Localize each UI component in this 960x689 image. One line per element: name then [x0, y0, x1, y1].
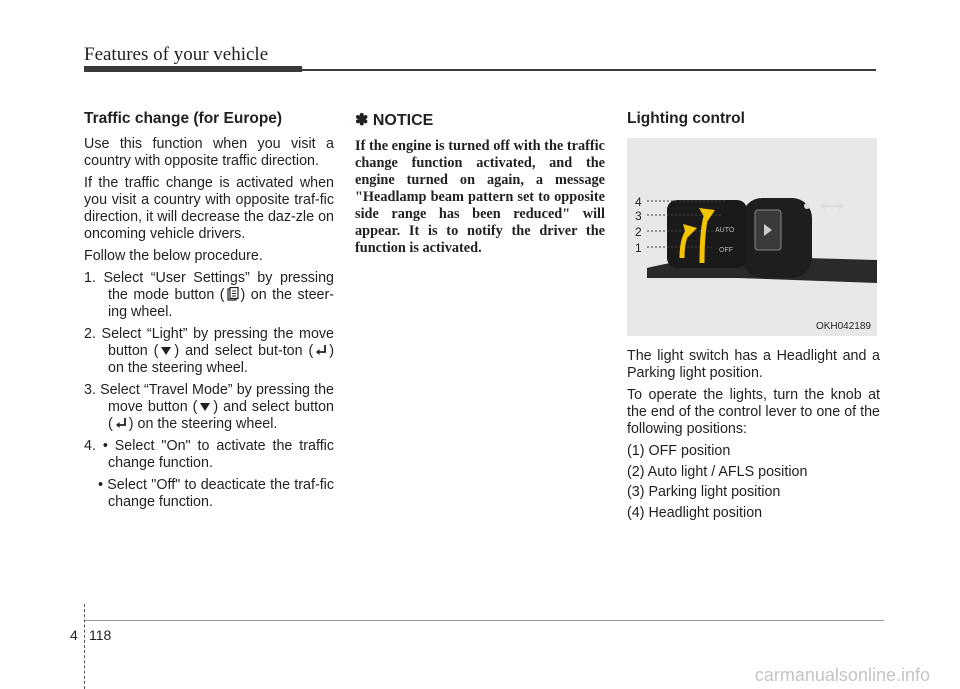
step-text: 1. Select “User Settings” by pressing the mode button (	[84, 270, 334, 303]
header-bar-thin	[302, 69, 876, 71]
column-notice	[355, 110, 605, 257]
position-label-1: 1	[635, 241, 642, 255]
paragraph: Follow the below procedure.	[84, 248, 263, 264]
enter-arrow-icon	[115, 416, 127, 430]
column-lighting-control	[627, 110, 880, 525]
lighting-switch-figure	[627, 138, 877, 336]
list-item: (2) Auto light / AFLS position	[627, 463, 808, 480]
step-1	[84, 270, 334, 321]
enter-arrow-icon	[315, 343, 327, 357]
page-number: 118	[89, 627, 112, 643]
list-item: (3) Parking light position	[627, 484, 781, 500]
step-2	[84, 326, 334, 377]
step-text: ) and select button (	[108, 399, 334, 432]
paragraph: Use this function when you visit a country with opposite traffic direction.	[84, 136, 334, 169]
figure-caption: OKH042189	[815, 321, 871, 332]
paragraph: To operate the lights, turn the knob at the end of the control lever to one of the following positions:	[627, 387, 880, 437]
paragraph: The light switch has a Headlight and a Parking light position.	[627, 348, 880, 381]
chapter-number: 4	[70, 627, 78, 643]
down-triangle-icon	[199, 399, 211, 413]
step-text: ) on the steering wheel.	[128, 416, 278, 432]
header-title: Features of your vehicle	[84, 44, 269, 65]
notice-heading: ✽ NOTICE	[355, 112, 434, 129]
list-item: (1) OFF position	[627, 443, 731, 459]
paragraph: If the traffic change is activated when you visit a country with opposite traf-fic direction, it will decrease the daz-zle on oncoming vehicle drivers.	[84, 175, 334, 242]
step-3	[84, 382, 334, 433]
footer-divider	[84, 604, 85, 689]
mode-button-icon	[227, 287, 239, 301]
position-label-2: 2	[635, 225, 642, 239]
knob-text-auto: AUTO	[715, 227, 735, 234]
down-triangle-icon	[160, 343, 172, 357]
column-traffic-change	[84, 110, 334, 516]
step-text: 2. Select “Light” by pressing the move button (	[84, 326, 334, 359]
step-4-off: • Select "Off" to deacticate the traf-fic change function.	[98, 477, 334, 510]
section-heading-lighting-control: Lighting control	[627, 110, 745, 127]
light-switch-illustration	[627, 138, 877, 336]
position-label-4: 4	[635, 195, 642, 209]
watermark: carmanualsonline.info	[754, 665, 930, 685]
step-text: ) and select but-ton (	[174, 343, 314, 359]
step-4-on: 4. • Select "On" to activate the traffic change function.	[84, 438, 334, 471]
step-text: 3. Select “Travel Mode” by pressing the move button (	[84, 382, 334, 415]
footer-rule	[84, 620, 884, 621]
position-label-3: 3	[635, 209, 642, 223]
step-text: ) on the steer-ing wheel.	[108, 287, 334, 320]
section-heading-traffic-change: Traffic change (for Europe)	[84, 110, 283, 127]
header-bar-thick	[84, 66, 302, 72]
knob-text-off: OFF	[719, 247, 733, 254]
notice-text: If the engine is turned off with the traffic change function activated, and the engine turned on again, a message "Headlamp beam pattern set to opposite side range has been reduced" will appear. It is to notify the driver the function is activated.	[355, 138, 605, 256]
list-item: (4) Headlight position	[627, 504, 763, 521]
step-text: ) on the steering wheel.	[108, 343, 335, 376]
